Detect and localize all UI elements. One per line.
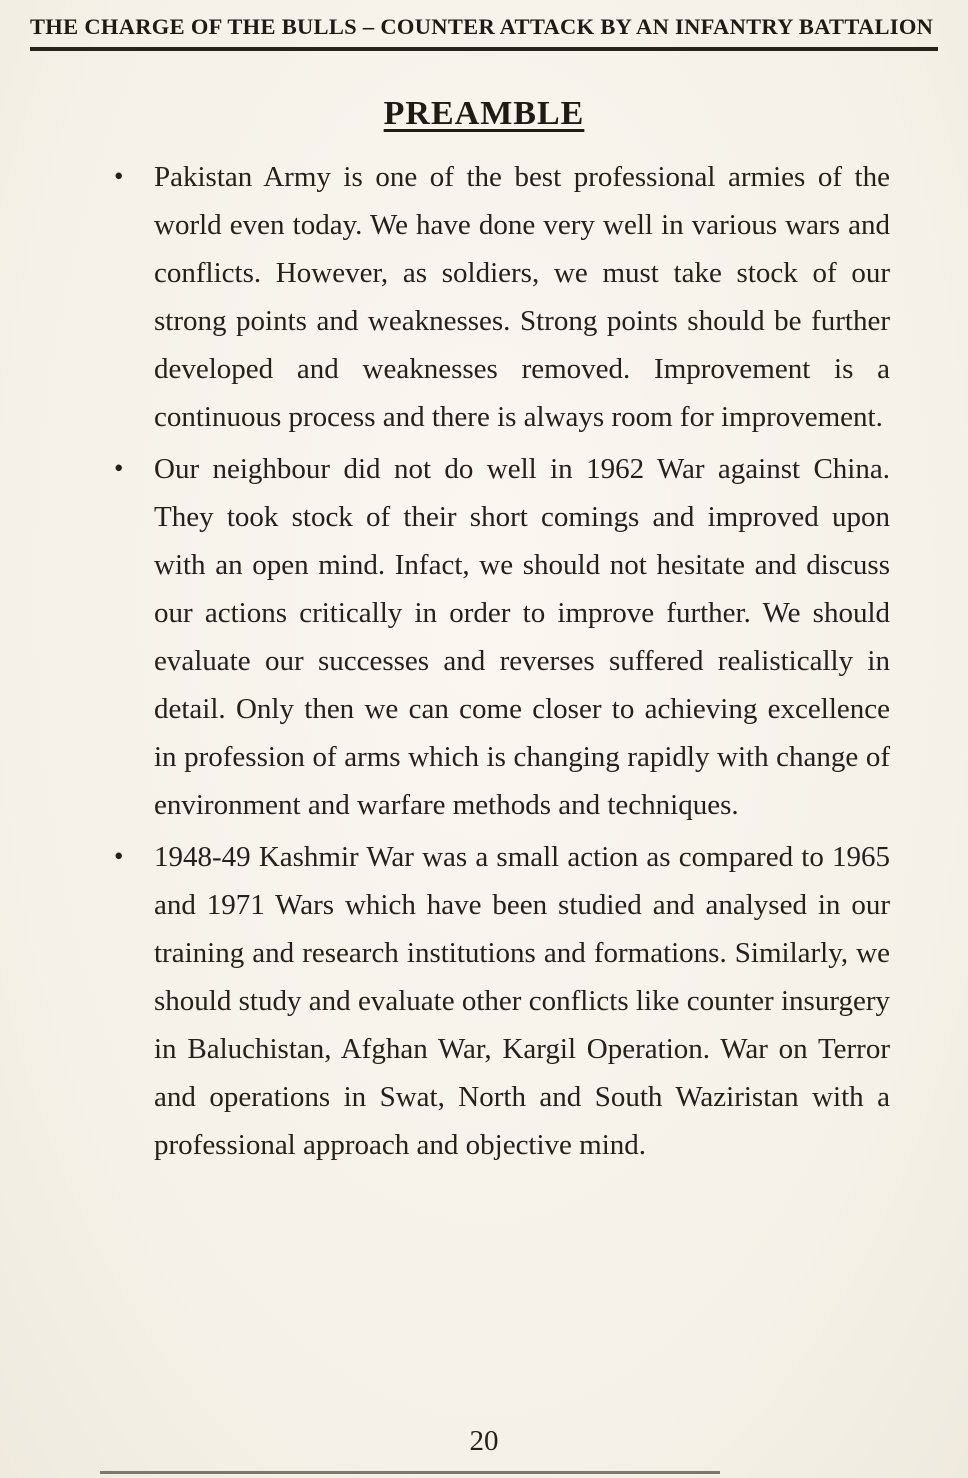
scan-artifact-line bbox=[100, 1471, 720, 1474]
page-number: 20 bbox=[469, 1425, 499, 1457]
running-header-title: THE CHARGE OF THE BULLS – COUNTER ATTACK BY AN INFANTRY BATTALION bbox=[30, 14, 934, 39]
bullet-paragraph-1-text: Pakistan Army is one of the best professional armies of the world even today. We have done very well in various wars and conflicts. However, as soldiers, we must take stock of our strong points and weaknesses. Strong points should be further developed and weaknesses removed. Improvement is a continuous process and there is always room for improvement. bbox=[154, 161, 890, 433]
bullet-paragraph-3-text: 1948-49 Kashmir War was a small action as compared to 1965 and 1971 Wars which have been studied and analysed in our training and research institutions and formations. Similarly, we should study and evaluate other conflicts like counter insurgery in Baluchistan, Afghan War, Kargil Operation. War on Terror and operations in Swat, North and South Waziristan with a professional approach and objective mind. bbox=[154, 841, 890, 1161]
header-rule bbox=[30, 47, 938, 51]
bullet-paragraph-2-text: Our neighbour did not do well in 1962 War against China. They took stock of their short comings and improved upon with an open mind. Infact, we should not hesitate and discuss our actions critically in order to improve further. We should evaluate our successes and reverses suffered realistically in detail. Only then we can come closer to achieving excellence in profession of arms which is changing rapidly with change of environment and warfare methods and techniques. bbox=[154, 453, 890, 821]
bullet-list bbox=[110, 153, 890, 1169]
page-title: PREAMBLE bbox=[383, 95, 585, 132]
page-header bbox=[30, 14, 938, 51]
bullet-paragraph-2 bbox=[110, 445, 890, 829]
bullet-icon: • bbox=[114, 841, 124, 871]
bullet-paragraph-3 bbox=[110, 833, 890, 1169]
bullet-icon: • bbox=[114, 453, 124, 483]
bullet-paragraph-1 bbox=[110, 153, 890, 441]
bullet-icon: • bbox=[114, 161, 124, 191]
